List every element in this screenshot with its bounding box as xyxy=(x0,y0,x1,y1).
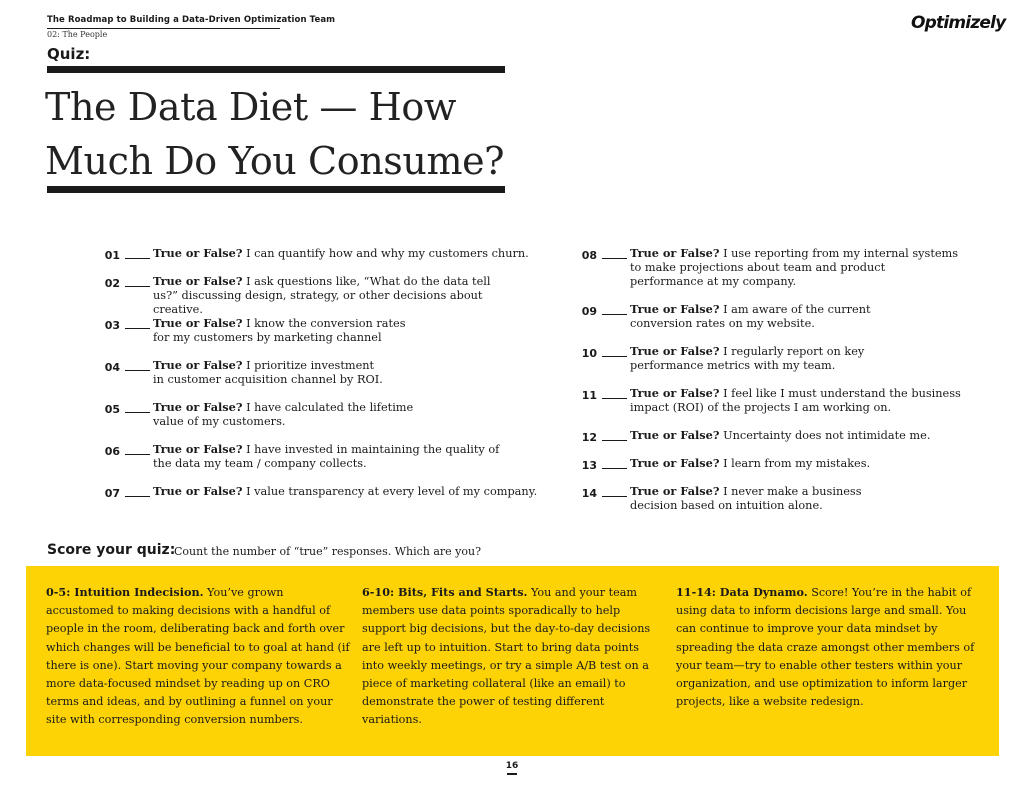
top-divider-bar xyxy=(47,66,505,73)
answer-blank[interactable] xyxy=(125,454,150,455)
score-heading: Score your quiz: xyxy=(47,542,176,558)
result-text: Score! You’re in the habit of using data to inform decisions large and small. You can continue to improve your data mindset by spreading the data craze amongst other members of your team—try to enable other testers within your organization, and use optimization to inform larger projects, like a website redesign. xyxy=(676,586,975,709)
result-heading: 0-5: Intuition Indecision. xyxy=(46,585,204,599)
question-text: I learn from my mistakes. xyxy=(723,457,871,470)
result-column-dynamo xyxy=(676,583,976,711)
question-text: I prioritize investment in customer acquisition channel by ROI. xyxy=(153,359,383,386)
question-text: I have calculated the lifetime value of my customers. xyxy=(153,401,414,428)
answer-blank[interactable] xyxy=(602,496,627,497)
question-number: 05 xyxy=(104,403,120,416)
true-false-label: True or False? xyxy=(153,246,243,260)
true-false-label: True or False? xyxy=(153,358,243,372)
answer-blank[interactable] xyxy=(125,496,150,497)
answer-blank[interactable] xyxy=(125,328,150,329)
optimizely-logo: Optimizely xyxy=(911,13,1006,33)
result-heading: 6-10: Bits, Fits and Starts. xyxy=(362,585,528,599)
quiz-label: Quiz: xyxy=(47,45,91,63)
answer-blank[interactable] xyxy=(125,258,150,259)
true-false-label: True or False? xyxy=(630,344,720,358)
page-number: 16 xyxy=(505,761,519,771)
true-false-label: True or False? xyxy=(630,428,720,442)
result-heading: 11-14: Data Dynamo. xyxy=(676,585,808,599)
result-column-bits xyxy=(362,583,657,730)
question-number: 01 xyxy=(104,249,120,262)
question-text: I have invested in maintaining the quality of the data my team / company collects. xyxy=(153,443,500,470)
answer-blank[interactable] xyxy=(602,356,627,357)
answer-blank[interactable] xyxy=(125,286,150,287)
answer-blank[interactable] xyxy=(125,412,150,413)
question-text: I am aware of the current conversion rates on my website. xyxy=(630,303,871,330)
answer-blank[interactable] xyxy=(602,468,627,469)
score-instruction: Count the number of “true” responses. Which are you? xyxy=(174,545,481,558)
question-number: 12 xyxy=(581,431,597,444)
bottom-divider-bar xyxy=(47,186,505,193)
question-text: I feel like I must understand the business impact (ROI) of the projects I am working on. xyxy=(630,387,961,414)
answer-blank[interactable] xyxy=(602,258,627,259)
true-false-label: True or False? xyxy=(630,302,720,316)
question-text: I regularly report on key performance metrics with my team. xyxy=(630,345,865,372)
question-text: I use reporting from my internal systems to make projections about team and product performance at my company. xyxy=(630,247,959,288)
question-number: 08 xyxy=(581,249,597,262)
question-number: 02 xyxy=(104,277,120,290)
true-false-label: True or False? xyxy=(153,400,243,414)
document-title: The Roadmap to Building a Data-Driven Optimization Team xyxy=(47,15,336,25)
question-text: I value transparency at every level of my company. xyxy=(246,485,538,498)
question-number: 10 xyxy=(581,347,597,360)
page-number-underline xyxy=(507,773,517,775)
true-false-label: True or False? xyxy=(630,484,720,498)
section-label: 02: The People xyxy=(47,30,108,39)
question-text: I ask questions like, “What do the data tell us?” discussing design, strategy, or other decisions about creative. xyxy=(153,275,491,316)
true-false-label: True or False? xyxy=(630,456,720,470)
question-number: 07 xyxy=(104,487,120,500)
question-number: 09 xyxy=(581,305,597,318)
true-false-label: True or False? xyxy=(630,386,720,400)
answer-blank[interactable] xyxy=(125,370,150,371)
question-number: 14 xyxy=(581,487,597,500)
question-number: 11 xyxy=(581,389,597,402)
true-false-label: True or False? xyxy=(153,316,243,330)
true-false-label: True or False? xyxy=(153,484,243,498)
answer-blank[interactable] xyxy=(602,398,627,399)
question-text: Uncertainty does not intimidate me. xyxy=(723,429,931,442)
result-text: You and your team members use data points sporadically to help support big decisions, but the day-to-day decisions are left up to intuition. Start to bring data points into weekly meetings, or try a simple A/B test on a piece of marketing collateral (like an email) to demonstrate the power of testing different variations. xyxy=(362,586,651,727)
answer-blank[interactable] xyxy=(602,440,627,441)
question-text: I never make a business decision based on intuition alone. xyxy=(630,485,862,512)
question-text: I know the conversion rates for my customers by marketing channel xyxy=(153,317,406,344)
question-number: 13 xyxy=(581,459,597,472)
result-text: You’ve grown accustomed to making decisions with a handful of people in the room, deliberating back and forth over which changes will be beneficial to to goal at hand (if there is one). Start moving your company towards a more data-focused mindset by reading up on CRO terms and ideas, and by outlining a funnel on your site with corresponding conversion numbers. xyxy=(46,586,350,727)
true-false-label: True or False? xyxy=(153,442,243,456)
true-false-label: True or False? xyxy=(153,274,243,288)
question-text: I can quantify how and why my customers churn. xyxy=(246,247,529,260)
result-column-intuition xyxy=(46,583,351,730)
question-number: 06 xyxy=(104,445,120,458)
question-number: 03 xyxy=(104,319,120,332)
answer-blank[interactable] xyxy=(602,314,627,315)
header-rule xyxy=(47,28,280,29)
question-number: 04 xyxy=(104,361,120,374)
true-false-label: True or False? xyxy=(630,246,720,260)
page-headline: The Data Diet — How Much Do You Consume? xyxy=(45,85,505,183)
